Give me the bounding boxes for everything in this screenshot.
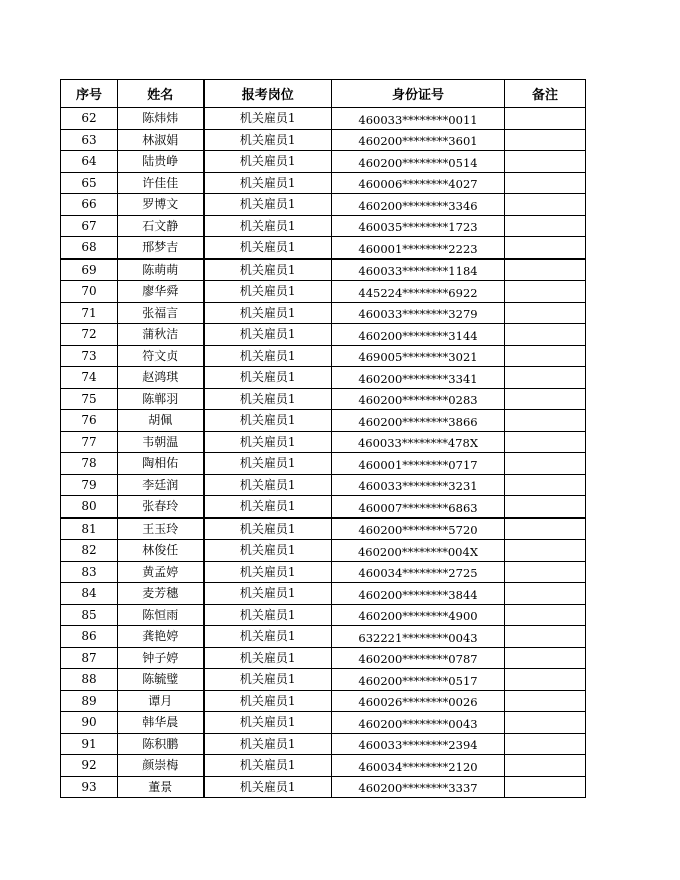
- table-row: [61, 690, 586, 712]
- serial-cell: 92: [61, 755, 118, 777]
- table-row: [61, 151, 586, 173]
- id-number-cell: 460033********478X: [332, 431, 505, 453]
- name-cell: 许佳佳: [118, 172, 204, 194]
- table-row: [61, 540, 586, 562]
- id-number-cell: 460200********3601: [332, 129, 505, 151]
- table-row: [61, 281, 586, 303]
- position-cell: 机关雇员1: [204, 540, 332, 562]
- id-number-cell: 445224********6922: [332, 281, 505, 303]
- remarks-cell: [505, 410, 586, 432]
- table-row: [61, 453, 586, 475]
- position-cell: 机关雇员1: [204, 755, 332, 777]
- position-cell: 机关雇员1: [204, 345, 332, 367]
- position-cell: 机关雇员1: [204, 215, 332, 237]
- position-cell: 机关雇员1: [204, 712, 332, 734]
- remarks-cell: [505, 215, 586, 237]
- name-cell: 邢梦吉: [118, 237, 204, 259]
- position-cell: 机关雇员1: [204, 281, 332, 303]
- position-cell: 机关雇员1: [204, 776, 332, 798]
- name-cell: 麦芳穗: [118, 583, 204, 605]
- position-cell: 机关雇员1: [204, 561, 332, 583]
- position-cell: 机关雇员1: [204, 194, 332, 216]
- remarks-cell: [505, 324, 586, 346]
- remarks-cell: [505, 474, 586, 496]
- name-cell: 陶相佑: [118, 453, 204, 475]
- id-number-cell: 460001********2223: [332, 237, 505, 259]
- applicant-table: [60, 79, 586, 798]
- name-cell: 张福言: [118, 302, 204, 324]
- name-cell: 陈积鹏: [118, 733, 204, 755]
- table-row: [61, 518, 586, 540]
- table-row: [61, 388, 586, 410]
- position-cell: 机关雇员1: [204, 367, 332, 389]
- table-row: [61, 194, 586, 216]
- serial-cell: 66: [61, 194, 118, 216]
- serial-cell: 73: [61, 345, 118, 367]
- remarks-cell: [505, 151, 586, 173]
- serial-cell: 80: [61, 496, 118, 518]
- serial-cell: 75: [61, 388, 118, 410]
- serial-cell: 64: [61, 151, 118, 173]
- remarks-cell: [505, 669, 586, 691]
- position-cell: 机关雇员1: [204, 604, 332, 626]
- id-number-cell: 460001********0717: [332, 453, 505, 475]
- id-number-cell: 460200********3866: [332, 410, 505, 432]
- remarks-cell: [505, 194, 586, 216]
- header-id-number: 身份证号: [332, 80, 505, 108]
- remarks-cell: [505, 540, 586, 562]
- serial-cell: 91: [61, 733, 118, 755]
- name-cell: 谭月: [118, 690, 204, 712]
- remarks-cell: [505, 755, 586, 777]
- table-row: [61, 237, 586, 259]
- serial-cell: 63: [61, 129, 118, 151]
- remarks-cell: [505, 647, 586, 669]
- serial-cell: 90: [61, 712, 118, 734]
- id-number-cell: 460200********3144: [332, 324, 505, 346]
- serial-cell: 65: [61, 172, 118, 194]
- remarks-cell: [505, 583, 586, 605]
- remarks-cell: [505, 129, 586, 151]
- remarks-cell: [505, 431, 586, 453]
- table-row: [61, 733, 586, 755]
- remarks-cell: [505, 496, 586, 518]
- id-number-cell: 460034********2725: [332, 561, 505, 583]
- table-row: [61, 324, 586, 346]
- remarks-cell: [505, 388, 586, 410]
- table-row: [61, 302, 586, 324]
- table-row: [61, 496, 586, 518]
- id-number-cell: 460033********1184: [332, 259, 505, 281]
- remarks-cell: [505, 626, 586, 648]
- position-cell: 机关雇员1: [204, 453, 332, 475]
- position-cell: 机关雇员1: [204, 302, 332, 324]
- position-cell: 机关雇员1: [204, 583, 332, 605]
- position-cell: 机关雇员1: [204, 108, 332, 130]
- remarks-cell: [505, 453, 586, 475]
- remarks-cell: [505, 604, 586, 626]
- serial-cell: 83: [61, 561, 118, 583]
- serial-cell: 87: [61, 647, 118, 669]
- name-cell: 蒲秋洁: [118, 324, 204, 346]
- serial-cell: 82: [61, 540, 118, 562]
- remarks-cell: [505, 172, 586, 194]
- serial-cell: 77: [61, 431, 118, 453]
- remarks-cell: [505, 259, 586, 281]
- name-cell: 韩华晨: [118, 712, 204, 734]
- header-serial: 序号: [61, 80, 118, 108]
- table-row: [61, 431, 586, 453]
- id-number-cell: 460033********3231: [332, 474, 505, 496]
- table-row: [61, 604, 586, 626]
- name-cell: 李廷润: [118, 474, 204, 496]
- header-position: 报考岗位: [204, 80, 332, 108]
- remarks-cell: [505, 108, 586, 130]
- name-cell: 董景: [118, 776, 204, 798]
- table-row: [61, 561, 586, 583]
- id-number-cell: 460200********0283: [332, 388, 505, 410]
- name-cell: 胡佩: [118, 410, 204, 432]
- name-cell: 龚艳婷: [118, 626, 204, 648]
- serial-cell: 68: [61, 237, 118, 259]
- remarks-cell: [505, 281, 586, 303]
- name-cell: 林淑娟: [118, 129, 204, 151]
- serial-cell: 89: [61, 690, 118, 712]
- id-number-cell: 460034********2120: [332, 755, 505, 777]
- serial-cell: 88: [61, 669, 118, 691]
- serial-cell: 74: [61, 367, 118, 389]
- serial-cell: 62: [61, 108, 118, 130]
- position-cell: 机关雇员1: [204, 647, 332, 669]
- serial-cell: 67: [61, 215, 118, 237]
- table-row: [61, 647, 586, 669]
- name-cell: 符文贞: [118, 345, 204, 367]
- name-cell: 颜崇梅: [118, 755, 204, 777]
- position-cell: 机关雇员1: [204, 388, 332, 410]
- name-cell: 陈萌萌: [118, 259, 204, 281]
- table-row: [61, 410, 586, 432]
- serial-cell: 93: [61, 776, 118, 798]
- name-cell: 罗博文: [118, 194, 204, 216]
- name-cell: 林俊任: [118, 540, 204, 562]
- table-row: [61, 776, 586, 798]
- table-row: [61, 129, 586, 151]
- remarks-cell: [505, 690, 586, 712]
- id-number-cell: 460200********0517: [332, 669, 505, 691]
- table-row: [61, 345, 586, 367]
- position-cell: 机关雇员1: [204, 518, 332, 540]
- header-name: 姓名: [118, 80, 204, 108]
- id-number-cell: 460200********0043: [332, 712, 505, 734]
- id-number-cell: 460200********5720: [332, 518, 505, 540]
- id-number-cell: 469005********3021: [332, 345, 505, 367]
- serial-cell: 71: [61, 302, 118, 324]
- table-row: [61, 367, 586, 389]
- name-cell: 张春玲: [118, 496, 204, 518]
- position-cell: 机关雇员1: [204, 733, 332, 755]
- position-cell: 机关雇员1: [204, 237, 332, 259]
- table-row: [61, 259, 586, 281]
- name-cell: 黄孟婷: [118, 561, 204, 583]
- id-number-cell: 460033********0011: [332, 108, 505, 130]
- id-number-cell: 460200********004X: [332, 540, 505, 562]
- name-cell: 陈毓璧: [118, 669, 204, 691]
- position-cell: 机关雇员1: [204, 474, 332, 496]
- position-cell: 机关雇员1: [204, 129, 332, 151]
- table-row: [61, 669, 586, 691]
- id-number-cell: 460033********2394: [332, 733, 505, 755]
- header-row: [61, 80, 586, 108]
- position-cell: 机关雇员1: [204, 690, 332, 712]
- id-number-cell: 460200********0787: [332, 647, 505, 669]
- id-number-cell: 460200********3844: [332, 583, 505, 605]
- name-cell: 陈郸羽: [118, 388, 204, 410]
- name-cell: 廖华舜: [118, 281, 204, 303]
- position-cell: 机关雇员1: [204, 151, 332, 173]
- serial-cell: 86: [61, 626, 118, 648]
- table-row: [61, 755, 586, 777]
- id-number-cell: 460026********0026: [332, 690, 505, 712]
- name-cell: 钟子婷: [118, 647, 204, 669]
- id-number-cell: 632221********0043: [332, 626, 505, 648]
- id-number-cell: 460200********3341: [332, 367, 505, 389]
- serial-cell: 76: [61, 410, 118, 432]
- remarks-cell: [505, 367, 586, 389]
- serial-cell: 79: [61, 474, 118, 496]
- name-cell: 韦朝温: [118, 431, 204, 453]
- serial-cell: 84: [61, 583, 118, 605]
- table-row: [61, 108, 586, 130]
- id-number-cell: 460200********0514: [332, 151, 505, 173]
- table-row: [61, 712, 586, 734]
- table-row: [61, 172, 586, 194]
- remarks-cell: [505, 302, 586, 324]
- name-cell: 陈恒雨: [118, 604, 204, 626]
- id-number-cell: 460200********3346: [332, 194, 505, 216]
- remarks-cell: [505, 237, 586, 259]
- table-row: [61, 626, 586, 648]
- position-cell: 机关雇员1: [204, 431, 332, 453]
- id-number-cell: 460200********3337: [332, 776, 505, 798]
- id-number-cell: 460007********6863: [332, 496, 505, 518]
- name-cell: 石文静: [118, 215, 204, 237]
- remarks-cell: [505, 776, 586, 798]
- name-cell: 陆贵峥: [118, 151, 204, 173]
- table-row: [61, 474, 586, 496]
- position-cell: 机关雇员1: [204, 410, 332, 432]
- remarks-cell: [505, 712, 586, 734]
- remarks-cell: [505, 518, 586, 540]
- name-cell: 陈炜炜: [118, 108, 204, 130]
- position-cell: 机关雇员1: [204, 496, 332, 518]
- name-cell: 王玉玲: [118, 518, 204, 540]
- remarks-cell: [505, 561, 586, 583]
- id-number-cell: 460033********3279: [332, 302, 505, 324]
- remarks-cell: [505, 733, 586, 755]
- remarks-cell: [505, 345, 586, 367]
- id-number-cell: 460035********1723: [332, 215, 505, 237]
- serial-cell: 78: [61, 453, 118, 475]
- id-number-cell: 460200********4900: [332, 604, 505, 626]
- serial-cell: 81: [61, 518, 118, 540]
- name-cell: 赵鸿琪: [118, 367, 204, 389]
- table-row: [61, 215, 586, 237]
- header-remarks: 备注: [505, 80, 586, 108]
- table-body: [61, 108, 586, 798]
- serial-cell: 85: [61, 604, 118, 626]
- serial-cell: 70: [61, 281, 118, 303]
- id-number-cell: 460006********4027: [332, 172, 505, 194]
- serial-cell: 69: [61, 259, 118, 281]
- table-row: [61, 583, 586, 605]
- position-cell: 机关雇员1: [204, 669, 332, 691]
- position-cell: 机关雇员1: [204, 324, 332, 346]
- serial-cell: 72: [61, 324, 118, 346]
- position-cell: 机关雇员1: [204, 172, 332, 194]
- position-cell: 机关雇员1: [204, 626, 332, 648]
- position-cell: 机关雇员1: [204, 259, 332, 281]
